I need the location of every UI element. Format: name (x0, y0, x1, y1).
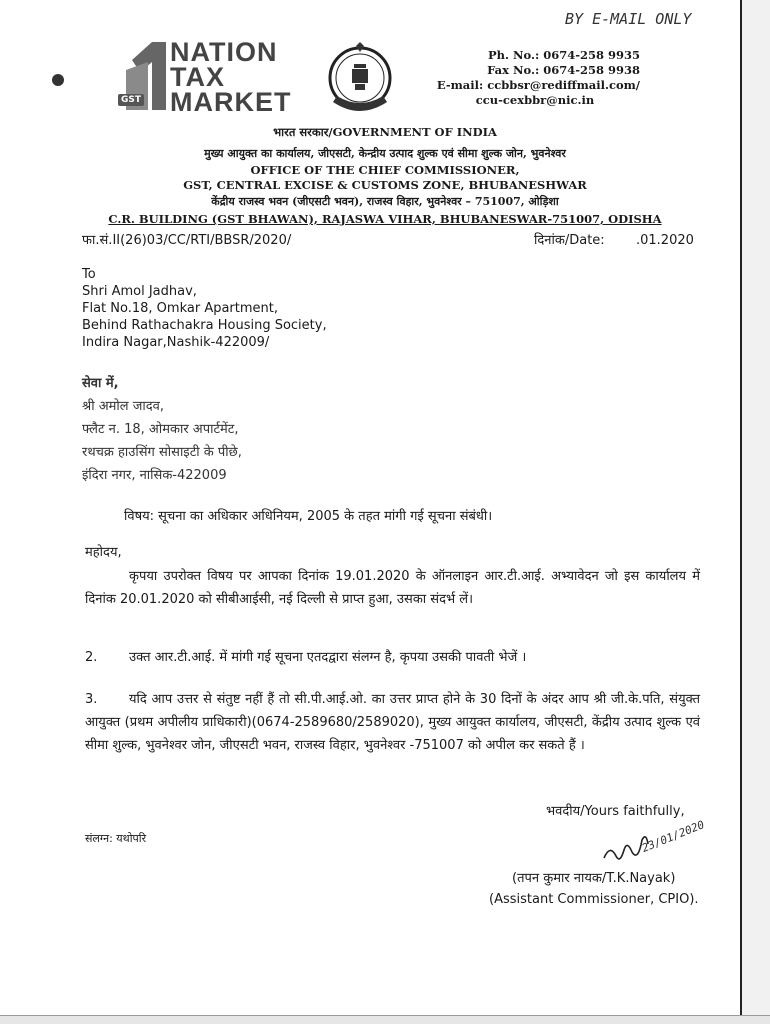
office-heading-en-1: OFFICE OF THE CHIEF COMMISSIONER, (250, 163, 520, 177)
file-number: फा.सं.II(26)03/CC/RTI/BBSR/2020/ (82, 233, 292, 248)
closing: भवदीय/Yours faithfully, (546, 804, 685, 819)
signatory-title: (Assistant Commissioner, CPIO). (489, 892, 699, 907)
paragraph-3-number: 3. (85, 692, 98, 707)
addressee-line-hindi: रथचक्र हाउसिंग सोसाइटी के पीछे, (82, 445, 242, 460)
logo-line-nation: NATION (170, 37, 278, 67)
date-value: .01.2020 (636, 233, 694, 248)
addressee-hi (82, 372, 242, 487)
office-heading-en-2: GST, CENTRAL EXCISE & CUSTOMS ZONE, BHUBANESHWAR (183, 178, 587, 192)
date-label: दिनांक/Date: (534, 233, 605, 248)
enclosure-note: संलग्न: यथोपरि (85, 832, 147, 845)
addressee-en (82, 266, 327, 351)
paragraph-1-text: कृपया उपरोक्त विषय पर आपका दिनांक 19.01.2020 के ऑनलाइन आर.टी.आई. अभ्यावेदन जो इस कार्यालय में दिनांक 20.01.2020 को सीबीआईसी, नई दिल्ली से प्राप्त हुआ, उसका संदर्भ लें। (85, 569, 700, 607)
subject-line: विषय: सूचना का अधिकार अधिनियम, 2005 के तहत मांगी गई सूचना संबंधी। (124, 509, 493, 524)
paragraph-3-text: यदि आप उत्तर से संतुष्ट नहीं हैं तो सी.पी.आई.ओ. का उत्तर प्राप्त होने के 30 दिनों के अंदर आप श्री जी.के.पति, संयुक्त आयुक्त (प्रथम अपीलीय प्राधिकारी)(0674-2589680/2589020), मुख्य आयुक्त कार्यालय, जीएसटी, केंद्रीय उत्पाद शुल्क एवं सीमा शुल्क, भुवनेश्वर जोन, जीएसटी भवन, राजस्व विहार, भुवनेश्वर -751007 को अपील कर सकते हैं । (85, 692, 700, 753)
contact-block (430, 48, 640, 108)
cbic-emblem-icon (321, 42, 399, 120)
addressee-line: Shri Amol Jadhav, (82, 284, 197, 299)
email-line-2: ccu-cexbbr@nic.in (475, 93, 595, 107)
fax-number: Fax No.: 0674-258 9938 (487, 63, 640, 77)
to-label: To (82, 267, 96, 282)
signatory-name: (तपन कुमार नायक/T.K.Nayak) (512, 871, 676, 886)
addressee-line: Behind Rathachakra Housing Society, (82, 318, 327, 333)
salutation: महोदय, (85, 545, 122, 560)
signature-date: 23/01/2020 (639, 818, 707, 855)
email-only-annotation: BY E-MAIL ONLY (565, 10, 692, 28)
address-hindi: केंद्रीय राजस्व भवन (जीएसटी भवन), राजस्व विहार, भुवनेश्वर – 751007, ओड़िशा (211, 195, 559, 208)
logo-line-tax: TAX (170, 62, 225, 92)
to-label-hindi: सेवा में, (82, 376, 119, 391)
phone-number: Ph. No.: 0674-258 9935 (487, 48, 640, 62)
addressee-line-hindi: फ्लैट न. 18, ओमकार अपार्टमेंट, (82, 422, 239, 437)
office-heading-hindi: मुख्य आयुक्त का कार्यालय, जीएसटी, केन्द्रीय उत्पाद शुल्क एवं सीमा शुल्क जोन, भुवनेश्वर (204, 147, 566, 160)
paragraph-2-text: उक्त आर.टी.आई. में मांगी गई सूचना एतदद्वारा संलग्न है, कृपया उसकी पावती भेजें । (129, 650, 527, 665)
gov-heading: भारत सरकार/GOVERNMENT OF INDIA (273, 125, 497, 139)
addressee-line: Indira Nagar,Nashik-422009/ (82, 335, 270, 350)
email-line-1: E-mail: ccbbsr@rediffmail.com/ (436, 78, 640, 92)
paragraph-3 (85, 688, 700, 757)
logo-line-market: MARKET (170, 87, 292, 117)
punch-hole-mark (52, 74, 64, 86)
address-english: C.R. BUILDING (GST BHAWAN), RAJASWA VIHAR, BHUBANESWAR-751007, ODISHA (108, 212, 662, 226)
logo-text (170, 37, 292, 117)
paragraph-2-number: 2. (85, 650, 98, 665)
addressee-line-hindi: इंदिरा नगर, नासिक-422009 (82, 468, 227, 483)
addressee-line-hindi: श्री अमोल जादव, (82, 399, 164, 414)
paragraph-1 (85, 565, 700, 611)
paragraph-2 (85, 646, 700, 669)
scan-edge-bottom (0, 1015, 770, 1024)
logo-gst-badge: GST (118, 94, 144, 106)
addressee-line: Flat No.18, Omkar Apartment, (82, 301, 278, 316)
